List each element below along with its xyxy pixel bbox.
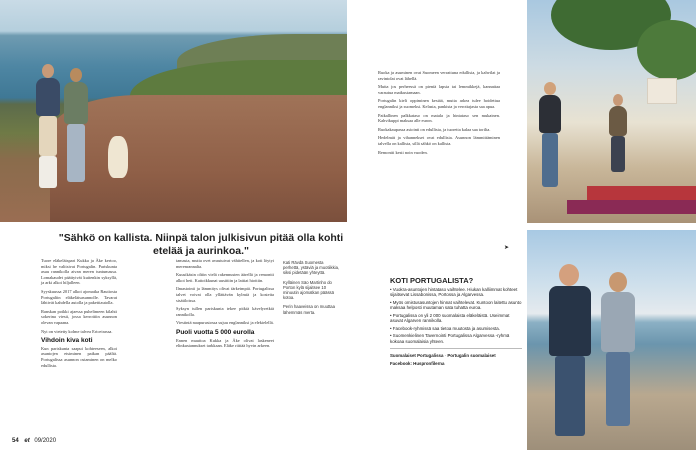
paragraph: Portugalin kieli oppiminen kestää, mutta arkea tulee hoidettua englanniksi ja suomeksi. Kelasta, pankista ja verottajasta saa apua. xyxy=(378,98,500,109)
market-rug xyxy=(587,186,696,200)
hero-photo xyxy=(0,0,347,222)
paragraph: Paikallinen palkkataso on matala ja hintataso sen mukainen. Kahvikuppi maksaa alle euron. xyxy=(378,112,500,124)
paragraph: Ilmastointi ja lämmitys olivat tärkeimpiä. Portugalissa talvet voivat olla yllättävän kylmiä ja kosteita sisätiloissa. xyxy=(176,286,274,303)
paragraph: Kun pariskunta saapui kohteeseen, alkoi asuntojen etsiminen paikan päältä. Portugalissa asunnon ostaminen on melko edullista. xyxy=(41,345,117,368)
market-rug xyxy=(567,200,696,214)
dog-figure xyxy=(108,136,128,178)
woman-figure xyxy=(609,94,627,174)
caption-note: Kylläinen Säo Martinho do Porton kylä sijaitsee 10 minuutin ajomatkan päässä kotoa. xyxy=(283,279,334,301)
divider xyxy=(390,348,522,349)
fact-item: • Myös omistusasuntojen hinnat vaihtelevat. Kuntoon laitettu asunto maksaa helposti muutaman sata tuhatta euroa. xyxy=(390,299,522,310)
paragraph: Mutta jos perheessä on pieniä lapsia tai lemmikkejä, kannattaa varautua matkustamaan. xyxy=(378,84,500,95)
issue-number: 09/2020 xyxy=(34,438,57,444)
photo-caption-notes xyxy=(283,260,341,319)
fact-box xyxy=(390,278,522,368)
woman-figure xyxy=(64,68,88,188)
fact-item: • Portugalissa on yli 2 000 suomalaista eläkeläistä. Useimmat asuvat Algarven rannikolla. xyxy=(390,312,510,323)
paragraph: Nyt on vietetty kolme talvea Ericeirassa. xyxy=(41,328,113,334)
man-figure xyxy=(36,64,60,194)
paragraph: tamasta, mutta ovet avautuivat vähitellen, ja koti löytyi merenrannalta. xyxy=(176,258,274,269)
continue-arrow-icon: ➤ xyxy=(504,244,510,251)
paragraph: Ruokakaupassa asiointi on edullista, ja tuoretta kalaa saa torilta. xyxy=(378,126,491,132)
article-column-2 xyxy=(176,258,274,352)
fact-item: • Vuokra-asuntojen hintataso vaihtelee. Hiukan kalliimmat kohteet sijaitsevat Lissabonissa, Portossa ja Algarvessa. xyxy=(390,286,518,297)
man-figure xyxy=(539,82,561,192)
paragraph: Syyskuussa 2017 alkoi ajomatka Rautiosta Portugaliin eläkeläisasunnolle. Tavarat lähtivät kahdella autolla ja pakettiautolla. xyxy=(41,288,117,306)
pull-quote: "Sähkö on kallista. Niinpä talon julkisivun pitää olla kohti etelää ja aurinkoa." xyxy=(58,232,344,257)
paragraph: Remontti kesti noin vuoden. xyxy=(378,149,428,155)
page-number: 54 xyxy=(12,438,19,444)
magazine-name: et xyxy=(24,438,30,444)
street-market-photo xyxy=(527,0,696,223)
article-column-1 xyxy=(41,258,117,371)
fact-box-title: KOTI PORTUGALISTA? xyxy=(390,276,474,285)
paragraph: Ranskan poikki ajaessa puhelimeen kilahti sokerina viesti, jossa kerrottiin asunnon olevan vapaana. xyxy=(41,308,117,325)
paragraph: Ennen muuttoa Kukka ja Äke olivat laskeneet elinkustannukset tarkkaan. Eläke riittää hyvin arkeen. xyxy=(176,337,274,349)
paragraph: Tuore eläkeläispari Kukka ja Äke kertoo, miksi he valitsivat Portugalin. Pariskunta asuu rannikolla aivan meren tuntumassa. Lomakaudet päättyivät kuitenkin syksyllä, ja arki alkoi hiljalleen. xyxy=(41,258,117,286)
fact-item: • Facebook-ryhmissä saa tietoa muutosta ja asumisesta. xyxy=(390,325,500,331)
fact-groups: Suomalaiset Portugalissa · Portugalin suomalaiset xyxy=(390,353,496,358)
paragraph: Ruoka ja asuminen ovat Suomeen verrattuna edullisia, ja kahvilat ja ravintolat ovat lähellä. xyxy=(378,70,500,81)
woman-figure xyxy=(601,272,635,432)
paragraph: Kuusikäsin oltiin vielä rakennusten äärellä ja remontti alkoi heti. Kattoikkunat uusittiin ja lattiat hiottiin. xyxy=(176,272,274,283)
man-figure xyxy=(549,264,591,444)
subheading: Puoli vuotta 5 000 eurolla xyxy=(176,328,255,336)
subheading: Vihdoin kiva koti xyxy=(41,337,93,345)
caption-note: Perin haaveissa on muuttaa lähemmäs merta. xyxy=(283,304,335,315)
article-column-3 xyxy=(378,70,500,158)
paragraph: Syksyn tullen pariskunta tekee pitkiä kävelyretkiä rannikolla. xyxy=(176,306,274,317)
foreground-cliff xyxy=(50,95,347,222)
fact-facebook: Facebook: Huspronfilerna xyxy=(390,360,445,366)
page-footer xyxy=(12,438,56,444)
paragraph: Hedelmät ja vihannekset ovat edullisia. Asunnon lämmittäminen talvella on kallista, sillä sähkö on kallista. xyxy=(378,135,500,146)
fact-item: • Suomenkielinen Tavernointi Portugalissa Algarvessa -ryhmä kokoaa suomalaisia yhteen. xyxy=(390,333,510,344)
portrait-photo xyxy=(527,230,696,450)
paragraph: Viestintä naapurustossa sujuu englanniksi ja elekielellä. xyxy=(176,320,274,326)
caption-note: Kati Rävdä Suomesta perhettä, ystäviä ja muotiikkia, siksi pidetään yhteyttä. xyxy=(283,260,340,276)
